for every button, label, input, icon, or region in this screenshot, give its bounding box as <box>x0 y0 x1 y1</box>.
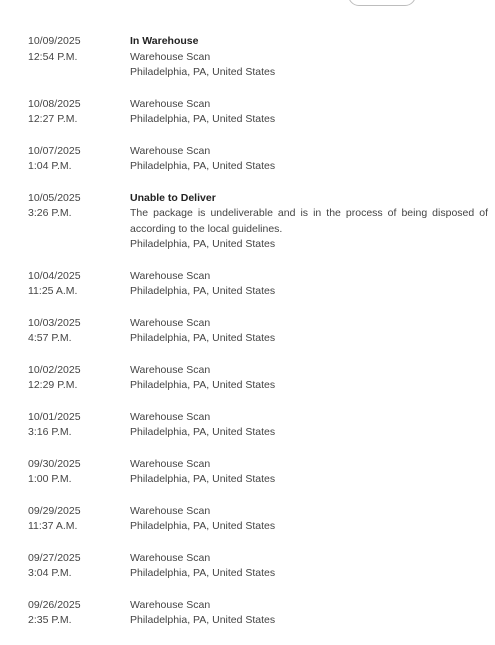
event-time: 2:35 P.M. <box>28 614 72 626</box>
event-location: Philadelphia, PA, United States <box>130 66 276 78</box>
history-event <box>28 144 488 175</box>
event-details <box>130 269 488 300</box>
event-datetime <box>28 191 130 253</box>
history-event <box>28 97 488 128</box>
event-time: 12:54 P.M. <box>28 50 78 63</box>
event-time: 12:27 P.M. <box>28 113 78 125</box>
event-location: Philadelphia, PA, United States <box>130 520 276 532</box>
event-date: 10/09/2025 <box>28 35 81 47</box>
event-date: 09/27/2025 <box>28 551 81 564</box>
event-time: 3:26 P.M. <box>28 207 72 219</box>
event-location: Philadelphia, PA, United States <box>130 473 276 485</box>
event-datetime <box>28 457 130 488</box>
event-time: 3:04 P.M. <box>28 567 72 579</box>
event-datetime <box>28 363 130 394</box>
event-details <box>130 97 488 128</box>
event-time: 11:25 A.M. <box>28 285 78 297</box>
event-location: Philadelphia, PA, United States <box>130 160 276 172</box>
event-location: Philadelphia, PA, United States <box>130 113 276 125</box>
event-description: Warehouse Scan <box>130 410 211 423</box>
history-event <box>28 363 488 394</box>
event-date: 10/05/2025 <box>28 191 81 204</box>
event-details <box>130 410 488 441</box>
event-description: Warehouse Scan <box>130 363 211 376</box>
history-event <box>28 34 488 81</box>
shipment-history-list <box>28 34 488 645</box>
event-time: 1:04 P.M. <box>28 160 72 172</box>
event-description: Warehouse Scan <box>130 144 211 157</box>
history-event <box>28 191 488 253</box>
event-details <box>130 34 488 81</box>
event-description: Warehouse Scan <box>130 50 211 63</box>
history-event <box>28 504 488 535</box>
history-event <box>28 457 488 488</box>
history-event <box>28 316 488 347</box>
event-date: 10/02/2025 <box>28 363 81 376</box>
event-location: Philadelphia, PA, United States <box>130 285 276 297</box>
event-date: 10/07/2025 <box>28 144 81 157</box>
event-datetime <box>28 34 130 81</box>
event-description: Warehouse Scan <box>130 504 211 517</box>
event-description: Warehouse Scan <box>130 598 211 611</box>
event-location: Philadelphia, PA, United States <box>130 614 276 626</box>
event-location: Philadelphia, PA, United States <box>130 379 276 391</box>
event-description: Warehouse Scan <box>130 97 211 110</box>
event-datetime <box>28 410 130 441</box>
event-date: 09/26/2025 <box>28 598 81 611</box>
event-date: 09/29/2025 <box>28 504 81 517</box>
event-description: Warehouse Scan <box>130 457 211 470</box>
history-event <box>28 551 488 582</box>
event-datetime <box>28 316 130 347</box>
event-details <box>130 316 488 347</box>
event-date: 10/08/2025 <box>28 97 81 110</box>
event-date: 10/01/2025 <box>28 410 81 423</box>
event-time: 3:16 P.M. <box>28 426 72 438</box>
event-description: Warehouse Scan <box>130 316 211 329</box>
history-event <box>28 410 488 441</box>
event-description: Warehouse Scan <box>130 551 211 564</box>
event-datetime <box>28 269 130 300</box>
event-date: 09/30/2025 <box>28 457 81 470</box>
event-description: The package is undeliverable and is in the process of being disposed of according to the local guidelines. <box>130 207 488 235</box>
event-date: 10/03/2025 <box>28 316 81 329</box>
event-time: 11:37 A.M. <box>28 520 78 532</box>
event-datetime <box>28 144 130 175</box>
top-toggle-button[interactable] <box>348 0 416 6</box>
event-details <box>130 191 488 253</box>
event-location: Philadelphia, PA, United States <box>130 332 276 344</box>
event-details <box>130 551 488 582</box>
history-event <box>28 598 488 629</box>
event-details <box>130 598 488 629</box>
event-datetime <box>28 598 130 629</box>
event-details <box>130 504 488 535</box>
event-time: 4:57 P.M. <box>28 332 72 344</box>
event-datetime <box>28 504 130 535</box>
event-location: Philadelphia, PA, United States <box>130 426 276 438</box>
event-location: Philadelphia, PA, United States <box>130 567 276 579</box>
event-details <box>130 363 488 394</box>
event-time: 1:00 P.M. <box>28 473 72 485</box>
event-status: In Warehouse <box>130 35 199 47</box>
event-datetime <box>28 551 130 582</box>
event-status: Unable to Deliver <box>130 191 216 204</box>
event-details <box>130 457 488 488</box>
event-details <box>130 144 488 175</box>
history-event <box>28 269 488 300</box>
event-date: 10/04/2025 <box>28 269 81 282</box>
event-description: Warehouse Scan <box>130 269 211 282</box>
event-time: 12:29 P.M. <box>28 379 78 391</box>
event-location: Philadelphia, PA, United States <box>130 238 276 250</box>
event-datetime <box>28 97 130 128</box>
